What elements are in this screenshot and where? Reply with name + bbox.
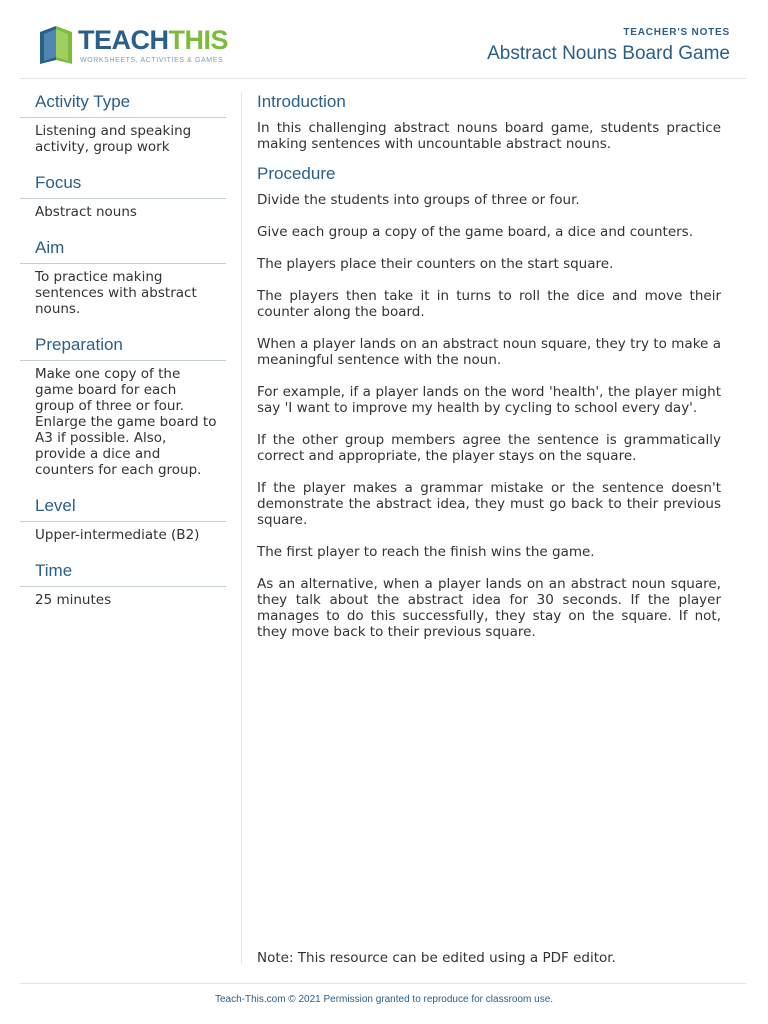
sidebar-body: Upper-intermediate (B2) <box>35 527 200 543</box>
logo-tagline: WORKSHEETS, ACTIVITIES & GAMES <box>80 57 224 64</box>
logo-word-teach: TEACH <box>78 25 169 55</box>
procedure-heading: Procedure <box>257 164 336 183</box>
sidebar-body: Abstract nouns <box>35 204 137 220</box>
sidebar-section-time <box>20 561 226 608</box>
procedure-step: The players then take it in turns to roll the dice and move their counter along the board. <box>257 288 721 320</box>
editing-note: Note: This resource can be edited using a PDF editor. <box>257 950 616 966</box>
sidebar-body: Listening and speaking activity, group work <box>35 123 192 155</box>
header-divider <box>20 78 746 79</box>
procedure-step: Give each group a copy of the game board, a dice and counters. <box>257 224 694 240</box>
procedure-step: If the other group members agree the sentence is grammatically correct and appropriate, the player stays on the square. <box>257 432 721 464</box>
procedure-step: For example, if a player lands on the word 'health', the player might say 'I want to improve my health by cycling to school every day'. <box>257 384 721 416</box>
procedure-step: When a player lands on an abstract noun square, they try to make a meaningful sentence with the noun. <box>257 336 721 368</box>
sidebar-heading: Aim <box>20 238 226 264</box>
introduction-text: In this challenging abstract nouns board game, students practice making sentences with uncountable abstract nouns. <box>257 120 721 152</box>
sidebar-body: Make one copy of the game board for each group of three or four. Enlarge the game board to A3 if possible. Also, provide a dice and counters for each group. <box>35 366 217 478</box>
sidebar-heading: Preparation <box>20 335 226 361</box>
sidebar-section-activity-type <box>20 92 226 155</box>
teachers-notes-label: TEACHER'S NOTES <box>623 27 730 38</box>
introduction-heading: Introduction <box>257 92 346 111</box>
sidebar-body: 25 minutes <box>35 592 112 608</box>
sidebar-heading: Focus <box>20 173 226 199</box>
page-header <box>0 0 768 78</box>
footer-divider <box>20 983 746 984</box>
sidebar-heading: Time <box>20 561 226 587</box>
book-logo-icon <box>36 24 74 66</box>
logo-wordmark <box>78 25 228 55</box>
sidebar-body: To practice making sentences with abstract nouns. <box>35 269 197 317</box>
sidebar-heading: Activity Type <box>20 92 226 118</box>
teach-this-logo[interactable] <box>36 22 236 70</box>
procedure-step: If the player makes a grammar mistake or the sentence doesn't demonstrate the abstract idea, they must go back to their previous square. <box>257 480 721 528</box>
sidebar-heading: Level <box>20 496 226 522</box>
copyright-footer[interactable]: Teach-This.com © 2021 Permission granted to reproduce for classroom use. <box>214 994 554 1005</box>
column-divider <box>241 92 242 964</box>
sidebar-section-preparation <box>20 335 226 478</box>
procedure-step: As an alternative, when a player lands on an abstract noun square, they talk about the abstract idea for 30 seconds. If the player manages to do this successfully, they stay on the square. If not, they move back to their previous square. <box>257 576 721 640</box>
logo-word-this: THIS <box>168 25 229 55</box>
sidebar-section-level <box>20 496 226 543</box>
procedure-step: The players place their counters on the start square. <box>257 256 614 272</box>
procedure-step: The first player to reach the finish wins the game. <box>257 544 595 560</box>
sidebar-section-focus <box>20 173 226 220</box>
info-sidebar <box>20 92 226 626</box>
main-content <box>257 92 721 656</box>
sidebar-section-aim <box>20 238 226 317</box>
document-title: Abstract Nouns Board Game <box>487 43 730 64</box>
procedure-step: Divide the students into groups of three or four. <box>257 192 580 208</box>
